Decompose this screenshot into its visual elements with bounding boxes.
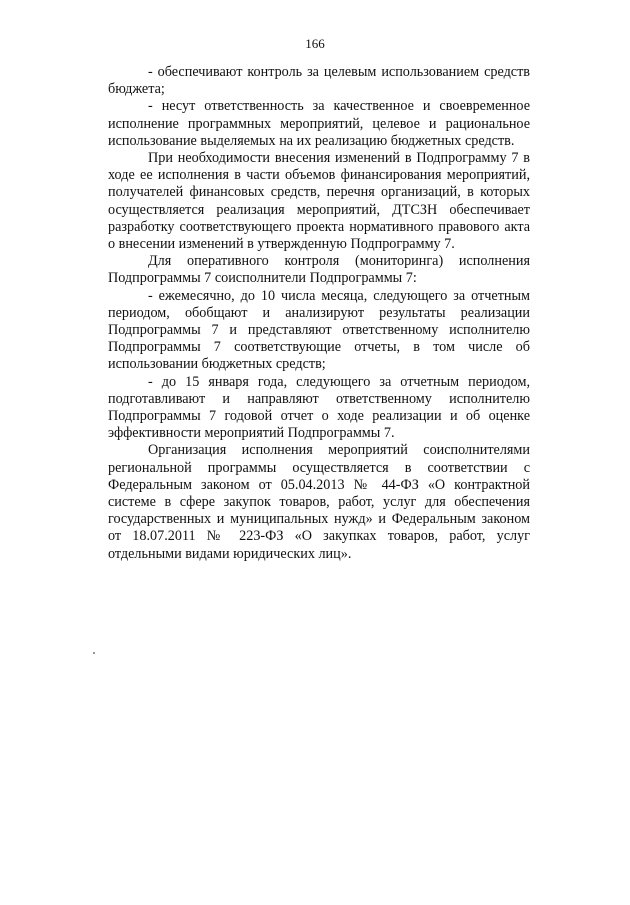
paragraph-amendments: При необходимости внесения изменений в Подпрограмму 7 в ходе ее исполнения в части объемов финансирования мероприятий, получателей финансовых средств, перечня организаций, в которых осуществляется реализация мероприятий, ДТСЗН обеспечивает разработку соответствующего проекта нормативного правового акта о внесении изменений в утвержденную Подпрограмму 7. — [108, 150, 530, 253]
paragraph-annual-report: - до 15 января года, следующего за отчетным периодом, подготавливают и направляют ответственному исполнителю Подпрограммы 7 годовой отчет о ходе реализации и об оценке эффективности мероприятий Подпрограммы 7. — [108, 373, 530, 442]
paragraph-monthly-reports: - ежемесячно, до 10 числа месяца, следующего за отчетным периодом, обобщают и анализируют результаты реализации Подпрограммы 7 и представляют ответственному исполнителю Подпрограммы 7 соответствующие отчеты, в том числе об использовании бюджетных средств; — [108, 287, 530, 373]
scan-artifact-dot — [93, 652, 95, 654]
paragraph-procurement-law: Организация исполнения мероприятий соисполнителями региональной программы осуществляется в соответствии с Федеральным законом от 05.04.2013 № 44-ФЗ «О контрактной системе в сфере закупок товаров, работ, услуг для обеспечения государственных и муниципальных нужд» и Федеральным законом от 18.07.2011 № 223-ФЗ «О закупках товаров, работ, услуг отдельными видами юридических лиц». — [108, 442, 530, 562]
page-number: 166 — [305, 36, 325, 51]
paragraph-responsibility: - несут ответственность за качественное и своевременное исполнение программных мероприятий, целевое и рациональное использование выделяемых на их реализацию бюджетных средств. — [108, 98, 530, 149]
paragraph-monitoring: Для оперативного контроля (мониторинга) исполнения Подпрограммы 7 соисполнители Подпрограммы 7: — [108, 253, 530, 287]
document-body — [108, 64, 530, 563]
paragraph-control-budget: - обеспечивают контроль за целевым использованием средств бюджета; — [108, 64, 530, 98]
